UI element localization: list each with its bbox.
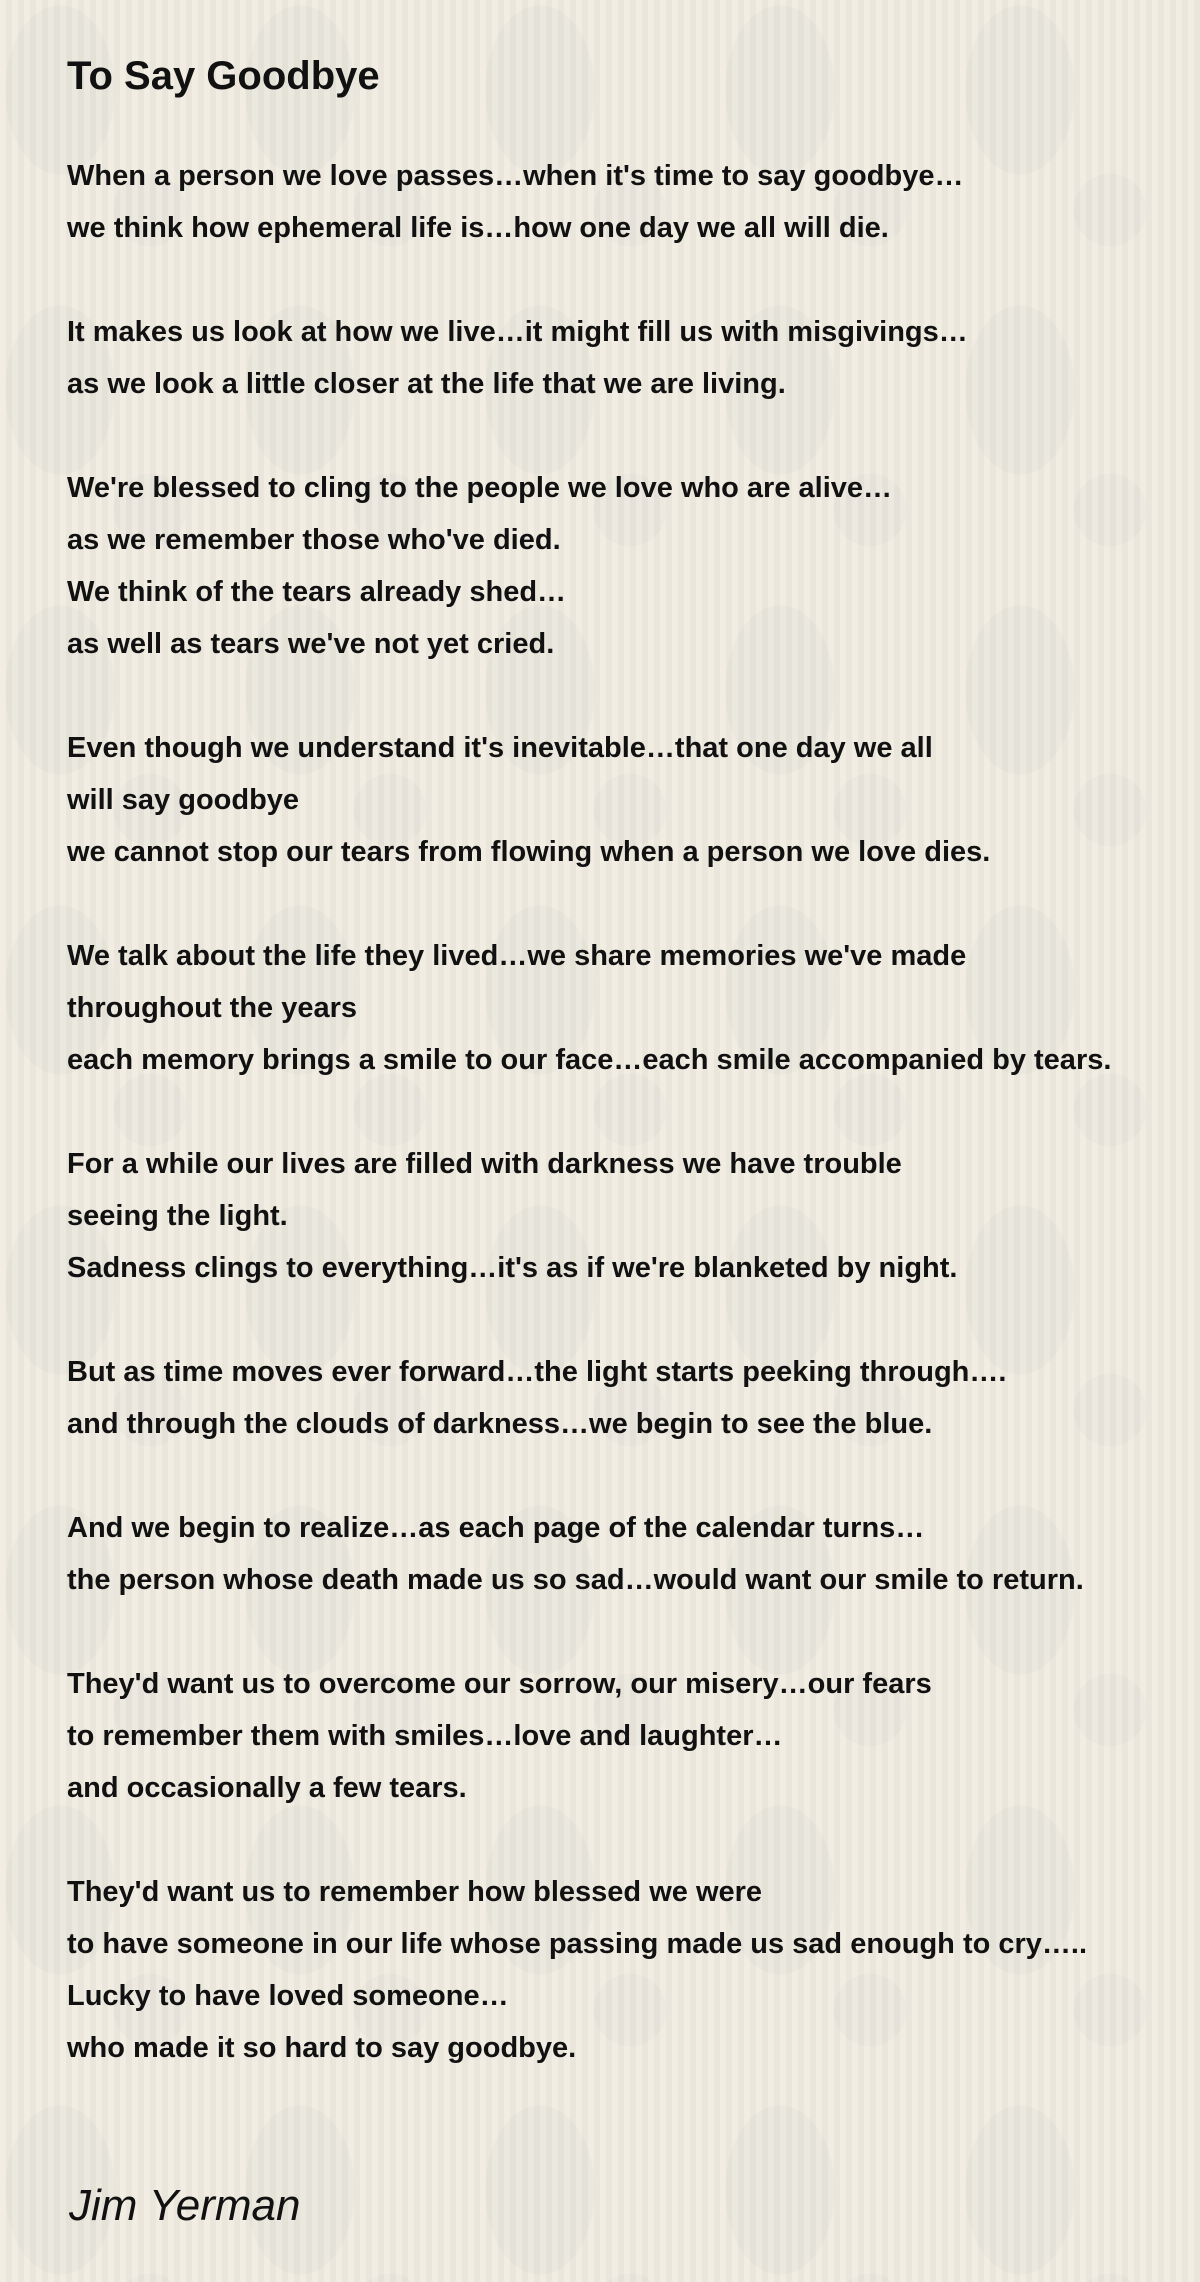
- poem-line: They'd want us to remember how blessed we were: [67, 1876, 763, 1908]
- poem-line: We talk about the life they lived…we share memories we've made: [67, 940, 967, 972]
- poem-stanza: [67, 930, 1200, 1086]
- poem-line: For a while our lives are filled with darkness we have trouble: [67, 1148, 902, 1180]
- poem-line: We think of the tears already shed…: [67, 576, 567, 608]
- poem-line: and occasionally a few tears.: [67, 1772, 467, 1804]
- poem-line: But as time moves ever forward…the light starts peeking through….: [67, 1356, 1007, 1388]
- poem-stanza: [67, 1502, 1200, 1606]
- stanza-gap: [67, 1294, 1200, 1346]
- stanza-gap: [67, 1450, 1200, 1502]
- poem-line: to remember them with smiles…love and laughter…: [67, 1720, 783, 1752]
- poem-line: the person whose death made us so sad…would want our smile to return.: [67, 1564, 1084, 1596]
- poem-line: to have someone in our life whose passing made us sad enough to cry…..: [67, 1928, 1088, 1960]
- poem-line: as well as tears we've not yet cried.: [67, 628, 555, 660]
- poem-line: It makes us look at how we live…it might fill us with misgivings…: [67, 316, 968, 348]
- stanza-gap: [67, 878, 1200, 930]
- poem-line: as we remember those who've died.: [67, 524, 561, 556]
- poem-line: Lucky to have loved someone…: [67, 1980, 509, 2012]
- stanza-gap: [67, 1814, 1200, 1866]
- poem-line: we think how ephemeral life is…how one day we all will die.: [67, 212, 889, 244]
- poem-line: seeing the light.: [67, 1200, 288, 1232]
- stanza-gap: [67, 1606, 1200, 1658]
- poem-line: Even though we understand it's inevitable…that one day we all: [67, 732, 933, 764]
- stanza-gap: [67, 254, 1200, 306]
- poem-line: Sadness clings to everything…it's as if we're blanketed by night.: [67, 1252, 958, 1284]
- poem-line: throughout the years: [67, 992, 358, 1024]
- poem-line: who made it so hard to say goodbye.: [67, 2032, 577, 2064]
- poem-author: Jim Yerman: [69, 2181, 301, 2230]
- poem-stanza: [67, 306, 1200, 410]
- stanza-gap: [67, 670, 1200, 722]
- poem-stanza: [67, 1866, 1200, 2074]
- stanza-gap: [67, 1086, 1200, 1138]
- poem-line: We're blessed to cling to the people we love who are alive…: [67, 472, 893, 504]
- poem-stanza: [67, 1138, 1200, 1294]
- poem-stanza: [67, 462, 1200, 670]
- poem-line: each memory brings a smile to our face…each smile accompanied by tears.: [67, 1044, 1112, 1076]
- poem-line: and through the clouds of darkness…we begin to see the blue.: [67, 1408, 933, 1440]
- poem-line: When a person we love passes…when it's time to say goodbye…: [67, 160, 964, 192]
- stanza-gap: [67, 410, 1200, 462]
- poem-title: To Say Goodbye: [67, 54, 380, 98]
- poem-line: we cannot stop our tears from flowing when a person we love dies.: [67, 836, 991, 868]
- poem-stanza: [67, 150, 1200, 254]
- poem-line: as we look a little closer at the life that we are living.: [67, 368, 786, 400]
- poem-stanza: [67, 1346, 1200, 1450]
- poem-stanza: [67, 1658, 1200, 1814]
- poem-line: will say goodbye: [67, 784, 300, 816]
- poem-body: [67, 150, 1200, 2074]
- poem-stanza: [67, 722, 1200, 878]
- poem-line: And we begin to realize…as each page of the calendar turns…: [67, 1512, 925, 1544]
- poem-line: They'd want us to overcome our sorrow, our misery…our fears: [67, 1668, 932, 1700]
